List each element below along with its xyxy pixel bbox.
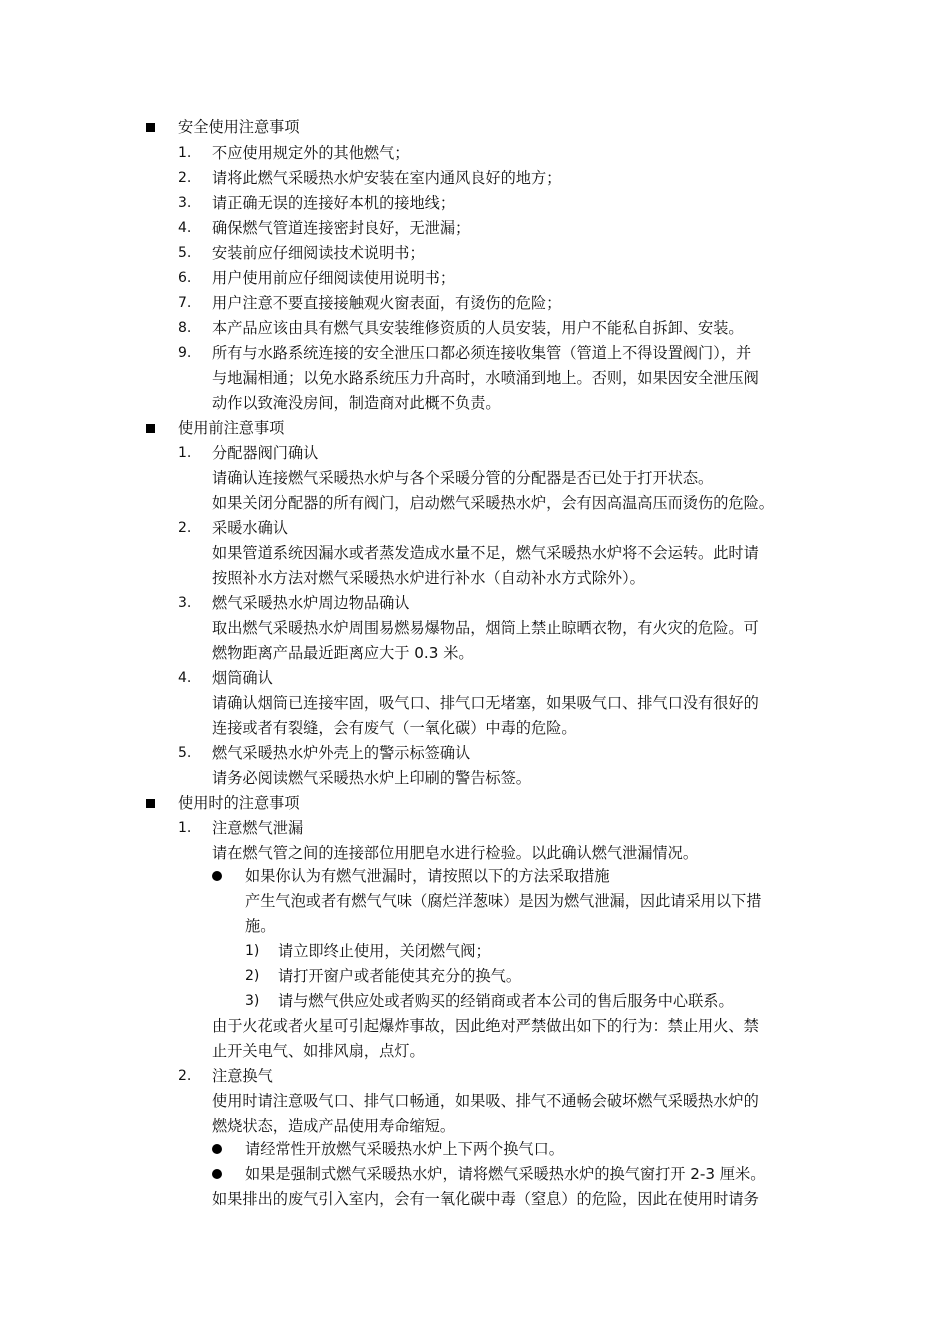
section-bullet-icon <box>146 799 155 808</box>
bullet-title: 如果你认为有燃气泄漏时，请按照以下的方法采取措施 <box>245 867 610 885</box>
item-text: 请确认连接燃气采暖热水炉与各个采暖分管的分配器是否已处于打开状态。 <box>212 469 714 487</box>
bullet-text: 如果是强制式燃气采暖热水炉，请将燃气采暖热水炉的换气窗打开 2-3 厘米。 <box>245 1165 766 1183</box>
item-text: 使用时请注意吸气口、排气口畅通，如果吸、排气不通畅会破坏燃气采暖热水炉的 <box>212 1092 759 1110</box>
section-title: 安全使用注意事项 <box>178 118 300 136</box>
item-number: 2. <box>178 170 192 186</box>
item-text: 燃烧状态，造成产品使用寿命缩短。 <box>212 1117 455 1135</box>
bullet-dot-icon <box>212 871 222 881</box>
item-number: 8. <box>178 320 192 336</box>
step-text: 请与燃气供应处或者购买的经销商或者本公司的售后服务中心联系。 <box>278 992 734 1010</box>
item-text: 燃物距离产品最近距离应大于 0.3 米。 <box>212 644 474 662</box>
item-title: 烟筒确认 <box>212 669 273 687</box>
item-text: 如果排出的废气引入室内，会有一氧化碳中毒（窒息）的危险，因此在使用时请务 <box>212 1190 759 1208</box>
item-text: 请务必阅读燃气采暖热水炉上印刷的警告标签。 <box>212 769 531 787</box>
item-title: 采暖水确认 <box>212 519 288 537</box>
bullet-text: 施。 <box>245 917 276 935</box>
item-number: 4. <box>178 220 192 236</box>
bullet-text: 产生气泡或者有燃气气味（腐烂洋葱味）是因为燃气泄漏，因此请采用以下措 <box>245 892 762 910</box>
item-text: 止开关电气、如排风扇，点灯。 <box>212 1042 425 1060</box>
item-text: 本产品应该由具有燃气具安装维修资质的人员安装，用户不能私自拆卸、安装。 <box>212 319 744 337</box>
item-text: 由于火花或者火星可引起爆炸事故，因此绝对严禁做出如下的行为：禁止用火、禁 <box>212 1017 759 1035</box>
step-text: 请打开窗户或者能使其充分的换气。 <box>278 967 521 985</box>
item-text: 安装前应仔细阅读技术说明书； <box>212 244 425 262</box>
item-number: 9. <box>178 345 192 361</box>
item-text: 如果管道系统因漏水或者蒸发造成水量不足，燃气采暖热水炉将不会运转。此时请 <box>212 544 759 562</box>
section-bullet-icon <box>146 424 155 433</box>
item-number: 1. <box>178 145 192 161</box>
item-text: 请将此燃气采暖热水炉安装在室内通风良好的地方； <box>212 169 562 187</box>
item-number: 6. <box>178 270 192 286</box>
item-text: 用户注意不要直接接触观火窗表面，有烫伤的危险； <box>212 294 562 312</box>
item-number: 5. <box>178 745 192 761</box>
item-number: 3. <box>178 195 192 211</box>
section-title: 使用前注意事项 <box>178 419 285 437</box>
item-number: 5. <box>178 245 192 261</box>
item-text: 连接或者有裂缝，会有废气（一氧化碳）中毒的危险。 <box>212 719 577 737</box>
item-text: 与地漏相通；以免水路系统压力升高时，水喷涌到地上。否则，如果因安全泄压阀 <box>212 369 759 387</box>
step-number: 2) <box>245 968 260 984</box>
item-number: 1. <box>178 445 192 461</box>
item-number: 3. <box>178 595 192 611</box>
item-text: 请正确无误的连接好本机的接地线； <box>212 194 455 212</box>
item-title: 注意燃气泄漏 <box>212 819 304 837</box>
section-bullet-icon <box>146 123 155 132</box>
item-title: 燃气采暖热水炉周边物品确认 <box>212 594 410 612</box>
step-number: 1) <box>245 943 260 959</box>
item-text: 按照补水方法对燃气采暖热水炉进行补水（自动补水方式除外）。 <box>212 569 645 587</box>
item-text: 请确认烟筒已连接牢固，吸气口、排气口无堵塞，如果吸气口、排气口没有很好的 <box>212 694 759 712</box>
bullet-dot-icon <box>212 1169 222 1179</box>
item-number: 2. <box>178 1068 192 1084</box>
item-text: 如果关闭分配器的所有阀门，启动燃气采暖热水炉，会有因高温高压而烫伤的危险。 <box>212 494 774 512</box>
item-text: 不应使用规定外的其他燃气； <box>212 144 410 162</box>
section-title: 使用时的注意事项 <box>178 794 300 812</box>
item-number: 2. <box>178 520 192 536</box>
item-text: 请在燃气管之间的连接部位用肥皂水进行检验。以此确认燃气泄漏情况。 <box>212 844 698 862</box>
item-number: 1. <box>178 820 192 836</box>
item-text: 取出燃气采暖热水炉周围易燃易爆物品，烟筒上禁止晾晒衣物，有火灾的危险。可 <box>212 619 759 637</box>
item-number: 7. <box>178 295 192 311</box>
item-number: 4. <box>178 670 192 686</box>
step-number: 3) <box>245 993 260 1009</box>
item-title: 注意换气 <box>212 1067 273 1085</box>
bullet-text: 请经常性开放燃气采暖热水炉上下两个换气口。 <box>245 1140 564 1158</box>
item-text: 所有与水路系统连接的安全泄压口都必须连接收集管（管道上不得设置阀门），并 <box>212 344 752 362</box>
step-text: 请立即终止使用，关闭燃气阀； <box>278 942 491 960</box>
item-text: 动作以致淹没房间，制造商对此概不负责。 <box>212 394 501 412</box>
item-title: 燃气采暖热水炉外壳上的警示标签确认 <box>212 744 471 762</box>
item-text: 确保燃气管道连接密封良好，无泄漏； <box>212 219 471 237</box>
bullet-dot-icon <box>212 1144 222 1154</box>
item-text: 用户使用前应仔细阅读使用说明书； <box>212 269 455 287</box>
item-title: 分配器阀门确认 <box>212 444 319 462</box>
